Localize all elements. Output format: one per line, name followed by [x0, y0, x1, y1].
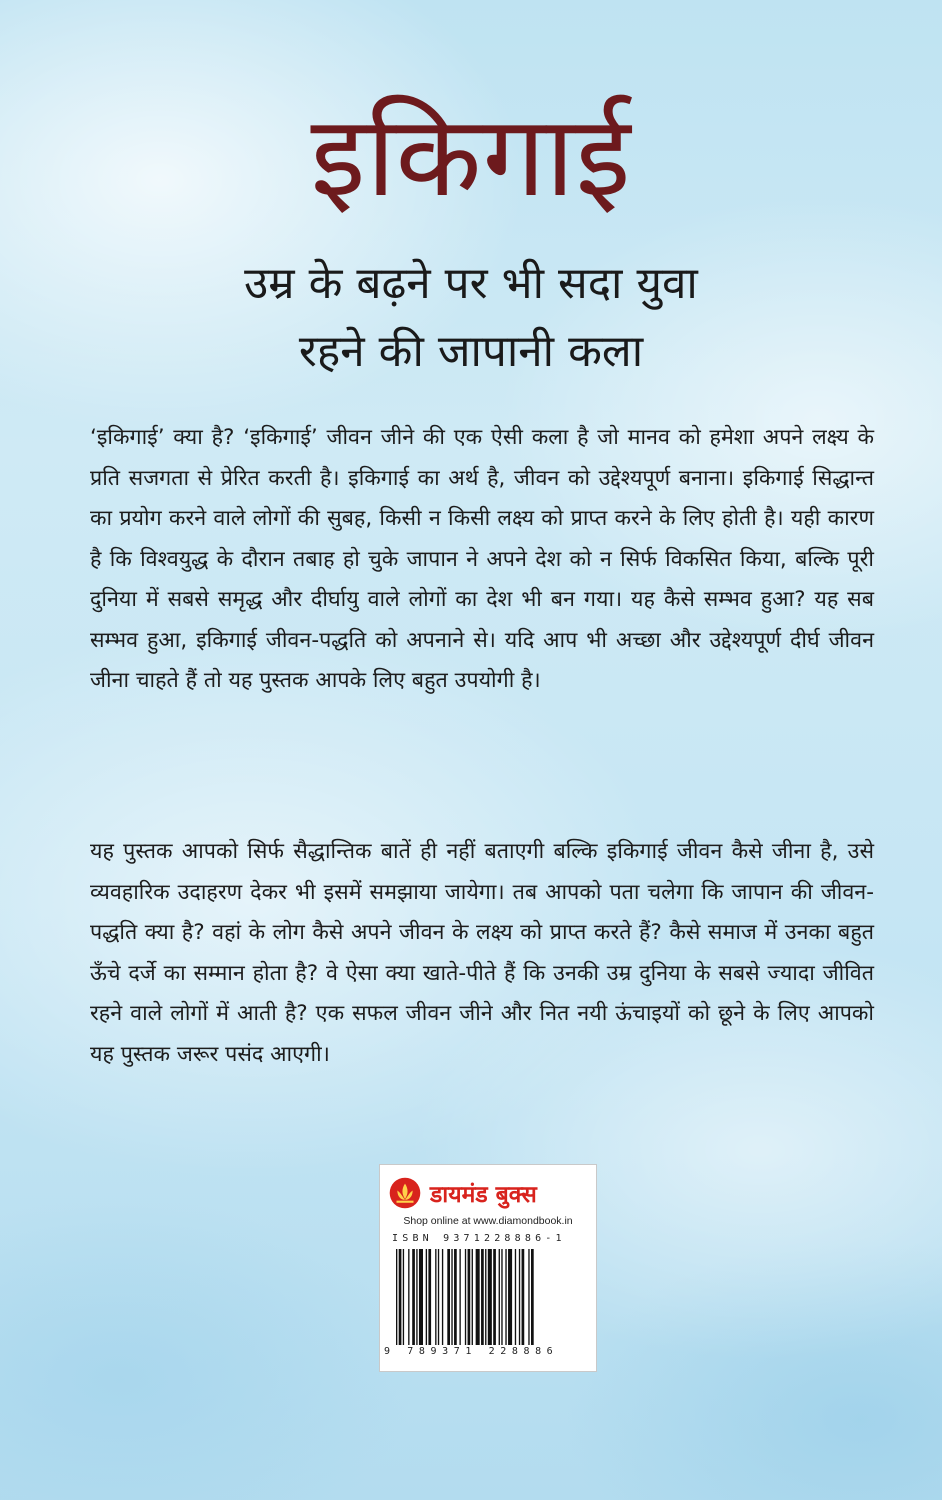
- barcode-bar: [481, 1249, 484, 1345]
- barcode-bar: [447, 1249, 450, 1345]
- barcode-bar: [522, 1249, 525, 1345]
- barcode-bar: [499, 1249, 500, 1345]
- barcode-bar: [501, 1249, 502, 1345]
- barcode-bar: [519, 1249, 520, 1345]
- barcode-bar: [515, 1249, 516, 1345]
- barcode-bar: [476, 1249, 480, 1345]
- barcode-bar: [442, 1249, 443, 1345]
- barcode-bar: [488, 1249, 492, 1345]
- barcode-bar: [505, 1249, 506, 1345]
- barcode-bar: [416, 1249, 417, 1345]
- barcode-bar: [426, 1249, 427, 1345]
- barcode: [396, 1249, 586, 1345]
- lotus-diamond-icon: [388, 1176, 422, 1210]
- barcode-bar: [438, 1249, 439, 1345]
- barcode-digits: 9 789371 228886: [384, 1346, 559, 1357]
- description-paragraph-1: ‘इकिगाई’ क्या है? ‘इकिगाई’ जीवन जीने की एक ऐसी कला है जो मानव को हमेशा अपने लक्ष्य के प्रति सजगता से प्रेरित करती है। इकिगाई का अर्थ है, जीवन को उद्देश्यपूर्ण बनाना। इकिगाई सिद्धान्त का प्रयोग करने वाले लोगों की सुबह, किसी न किसी लक्ष्य को प्राप्त करने के लिए होती है। यही कारण है कि विश्वयुद्ध के दौरान तबाह हो चुके जापान ने अपने देश को न सिर्फ विकसित किया, बल्कि पूरी दुनिया में सबसे समृद्ध और दीर्घायु वाले लोगों का देश भी बन गया। यह कैसे सम्भव हुआ? यह सब सम्भव हुआ, इकिगाई जीवन-पद्धति को अपनाने से। यदि आप भी अच्छा और उद्देश्यपूर्ण दीर्घ जीवन जीना चाहते हैं तो यह पुस्तक आपके लिए बहुत उपयोगी है।: [90, 425, 874, 693]
- shop-online-text: Shop online at www.diamondbook.in: [403, 1215, 573, 1227]
- barcode-bar: [485, 1249, 486, 1345]
- barcode-bar: [508, 1249, 512, 1345]
- barcode-bar: [493, 1249, 496, 1345]
- publisher-name: डायमंड बुक्स: [430, 1182, 537, 1208]
- subtitle-line-2: रहने की जापानी कला: [298, 326, 644, 377]
- barcode-bar: [454, 1249, 457, 1345]
- book-title: इकिगाई: [310, 92, 632, 222]
- barcode-bar: [531, 1249, 534, 1345]
- barcode-bar: [468, 1249, 471, 1345]
- barcode-bar: [459, 1249, 460, 1345]
- barcode-bar: [403, 1249, 404, 1345]
- barcode-bar: [419, 1249, 423, 1345]
- barcode-bar: [435, 1249, 436, 1345]
- barcode-bar: [399, 1249, 402, 1345]
- description-paragraph-2: यह पुस्तक आपको सिर्फ सैद्धान्तिक बातें ही नहीं बताएगी बल्कि इकिगाई जीवन कैसे जीना है, उसे व्यवहारिक उदाहरण देकर भी इसमें समझाया जायेगा। तब आपको पता चलेगा कि जापान की जीवन-पद्धति क्या है? वहां के लोग कैसे अपने जीवन के लक्ष्य को प्राप्त करते हैं? कैसे समाज में उनका बहुत ऊँचे दर्जे का सम्मान होता है? वे ऐसा क्या खाते-पीते हैं कि उनकी उम्र दुनिया के सबसे ज्यादा जीवित रहने वाले लोगों में आती है? एक सफल जीवन जीने और नित नयी ऊंचाइयों को छूने के लिए आपको यह पुस्तक जरूर पसंद आएगी।: [90, 839, 874, 1067]
- subtitle-line-1: उम्र के बढ़ने पर भी सदा युवा: [244, 258, 698, 309]
- barcode-bar: [408, 1249, 409, 1345]
- barcode-bar: [428, 1249, 431, 1345]
- barcode-bar: [451, 1249, 452, 1345]
- barcode-bar: [472, 1249, 473, 1345]
- barcode-panel: [379, 1164, 597, 1372]
- barcode-bar: [465, 1249, 466, 1345]
- isbn-text: ISBN 9371228886-1: [392, 1233, 566, 1244]
- barcode-bar: [412, 1249, 415, 1345]
- barcode-bar: [528, 1249, 529, 1345]
- publisher-brand: [388, 1171, 588, 1215]
- barcode-bar: [396, 1249, 397, 1345]
